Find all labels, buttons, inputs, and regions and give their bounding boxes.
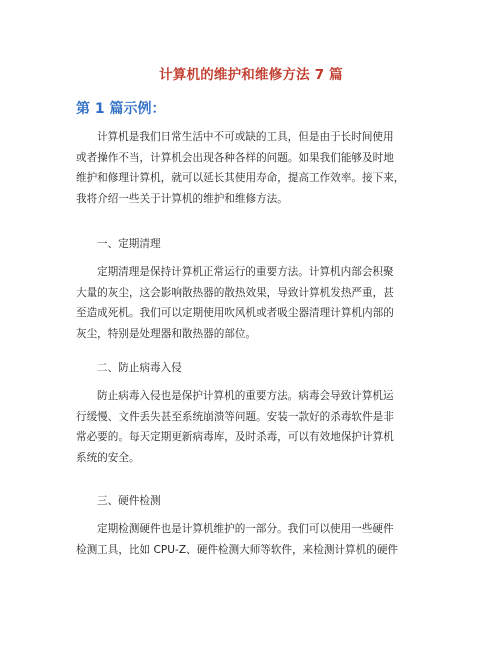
- paragraph-line: 常必要的。每天定期更新病毒库，及时杀毒，可以有效地保护计算机: [76, 431, 394, 444]
- paragraph-line: 我将介绍一些关于计算机的维护和维修方法。: [76, 192, 288, 205]
- paragraph-line: 行缓慢、文件丢失甚至系统崩溃等问题。安装一款好的杀毒软件是非: [76, 410, 394, 423]
- section-heading: 第 1 篇示例：: [76, 101, 166, 117]
- subheading-cleaning: 一、定期清理: [97, 238, 161, 250]
- paragraph-line: 定期检测硬件也是计算机维护的一部分。我们可以使用一些硬件: [97, 523, 394, 535]
- subheading-antivirus: 二、防止病毒入侵: [97, 362, 182, 374]
- paragraph-line: 系统的安全。: [76, 451, 140, 464]
- paragraph-line: 检测工具，比如 CPU-Z、硬件检测大师等软件，来检测计算机的硬件: [76, 543, 399, 556]
- paragraph-line: 计算机是我们日常生活中不可或缺的工具，但是由于长时间使用: [97, 131, 394, 143]
- paragraph-cleaning: [76, 262, 426, 344]
- paragraph-line: 灰尘，特别是处理器和散热器的部位。: [76, 327, 257, 340]
- subheading-hardware: 三、硬件检测: [97, 495, 161, 507]
- paragraph-line: 至造成死机。我们可以定期使用吹风机或者吸尘器清理计算机内部的: [76, 307, 394, 320]
- paragraph-antivirus: [76, 386, 426, 468]
- paragraph-line: 大量的灰尘，这会影响散热器的散热效果，导致计算机发热严重，甚: [76, 286, 394, 299]
- paragraph-line: 维护和修理计算机，就可以延长其使用寿命，提高工作效率。接下来，: [76, 172, 405, 185]
- paragraph-line: 或者操作不当，计算机会出现各种各样的问题。如果我们能够及时地: [76, 151, 394, 164]
- paragraph-line: 定期清理是保持计算机正常运行的重要方法。计算机内部会积聚: [97, 266, 394, 278]
- document-title: 计算机的维护和维修方法 7 篇: [159, 67, 343, 83]
- paragraph-line: 防止病毒入侵也是保护计算机的重要方法。病毒会导致计算机运: [97, 390, 394, 402]
- intro-paragraph: [76, 127, 426, 209]
- paragraph-hardware: [76, 519, 426, 560]
